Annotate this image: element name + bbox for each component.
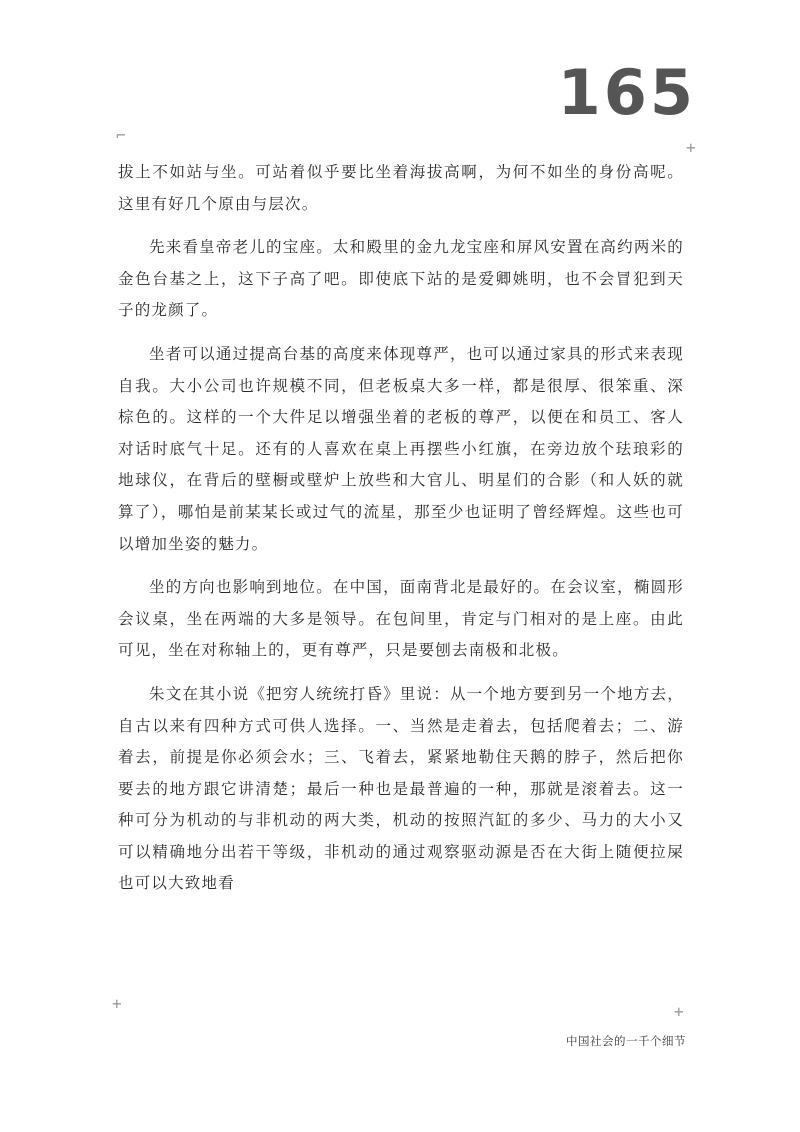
paragraph-3: 坐者可以通过提高台基的高度来体现尊严，也可以通过家具的形式来表现自我。大小公司也许规模不同，但老板桌大多一样，都是很厚、很笨重、深棕色的。这样的一个大件足以增强坐着的老板的尊严，以便在和员工、客人对话时底气十足。还有的人喜欢在桌上再摆些小红旗，在旁边放个珐琅彩的地球仪，在背后的壁橱或壁炉上放些和大官儿、明星们的合影（和人妖的就算了），哪怕是前某某长或过气的流星，那至少也证明了曾经辉煌。这些也可以增加坐姿的魅力。 bbox=[118, 344, 684, 553]
crop-mark-top-left: ⌐ bbox=[116, 126, 126, 145]
running-footer: 中国社会的一千个细节 bbox=[566, 1034, 686, 1048]
paragraph-5: 朱文在其小说《把穷人统统打昏》里说：从一个地方要到另一个地方去，自古以来有四种方式可供人选择。一、当然是走着去，包括爬着去；二、游着去，前提是你必须会水；三、飞着去，紧紧地勒住天鹅的脖子，然后把你要去的地方跟它讲清楚；最后一种也是最普遍的一种，那就是滚着去。这一种可分为机动的与非机动的两大类，机动的按照汽缸的多少、马力的大小又可以精确地分出若干等级，非机动的通过观察驱动源是否在大街上随便拉屎也可以大致地看 bbox=[118, 684, 684, 893]
paragraph-4: 坐的方向也影响到地位。在中国，面南背北是最好的。在会议室，椭圆形会议桌，坐在两端的大多是领导。在包间里，肯定与门相对的是上座。由此可见，坐在对称轴上的，更有尊严，只是要刨去南极和北极。 bbox=[118, 578, 684, 660]
body-text bbox=[118, 157, 684, 912]
paragraph-2: 先来看皇帝老儿的宝座。太和殿里的金九龙宝座和屏风安置在高约两米的金色台基之上，这下子高了吧。即使底下站的是爱卿姚明，也不会冒犯到天子的龙颜了。 bbox=[118, 238, 684, 320]
crop-mark-bottom-right: + bbox=[674, 1002, 684, 1021]
paragraph-1: 拔上不如站与坐。可站着似乎要比坐着海拔高啊，为何不如坐的身份高呢。这里有好几个原由与层次。 bbox=[118, 163, 684, 213]
crop-mark-top-right: + bbox=[686, 138, 696, 157]
crop-mark-bottom-left: + bbox=[112, 994, 122, 1013]
page-number: 165 bbox=[557, 56, 696, 129]
